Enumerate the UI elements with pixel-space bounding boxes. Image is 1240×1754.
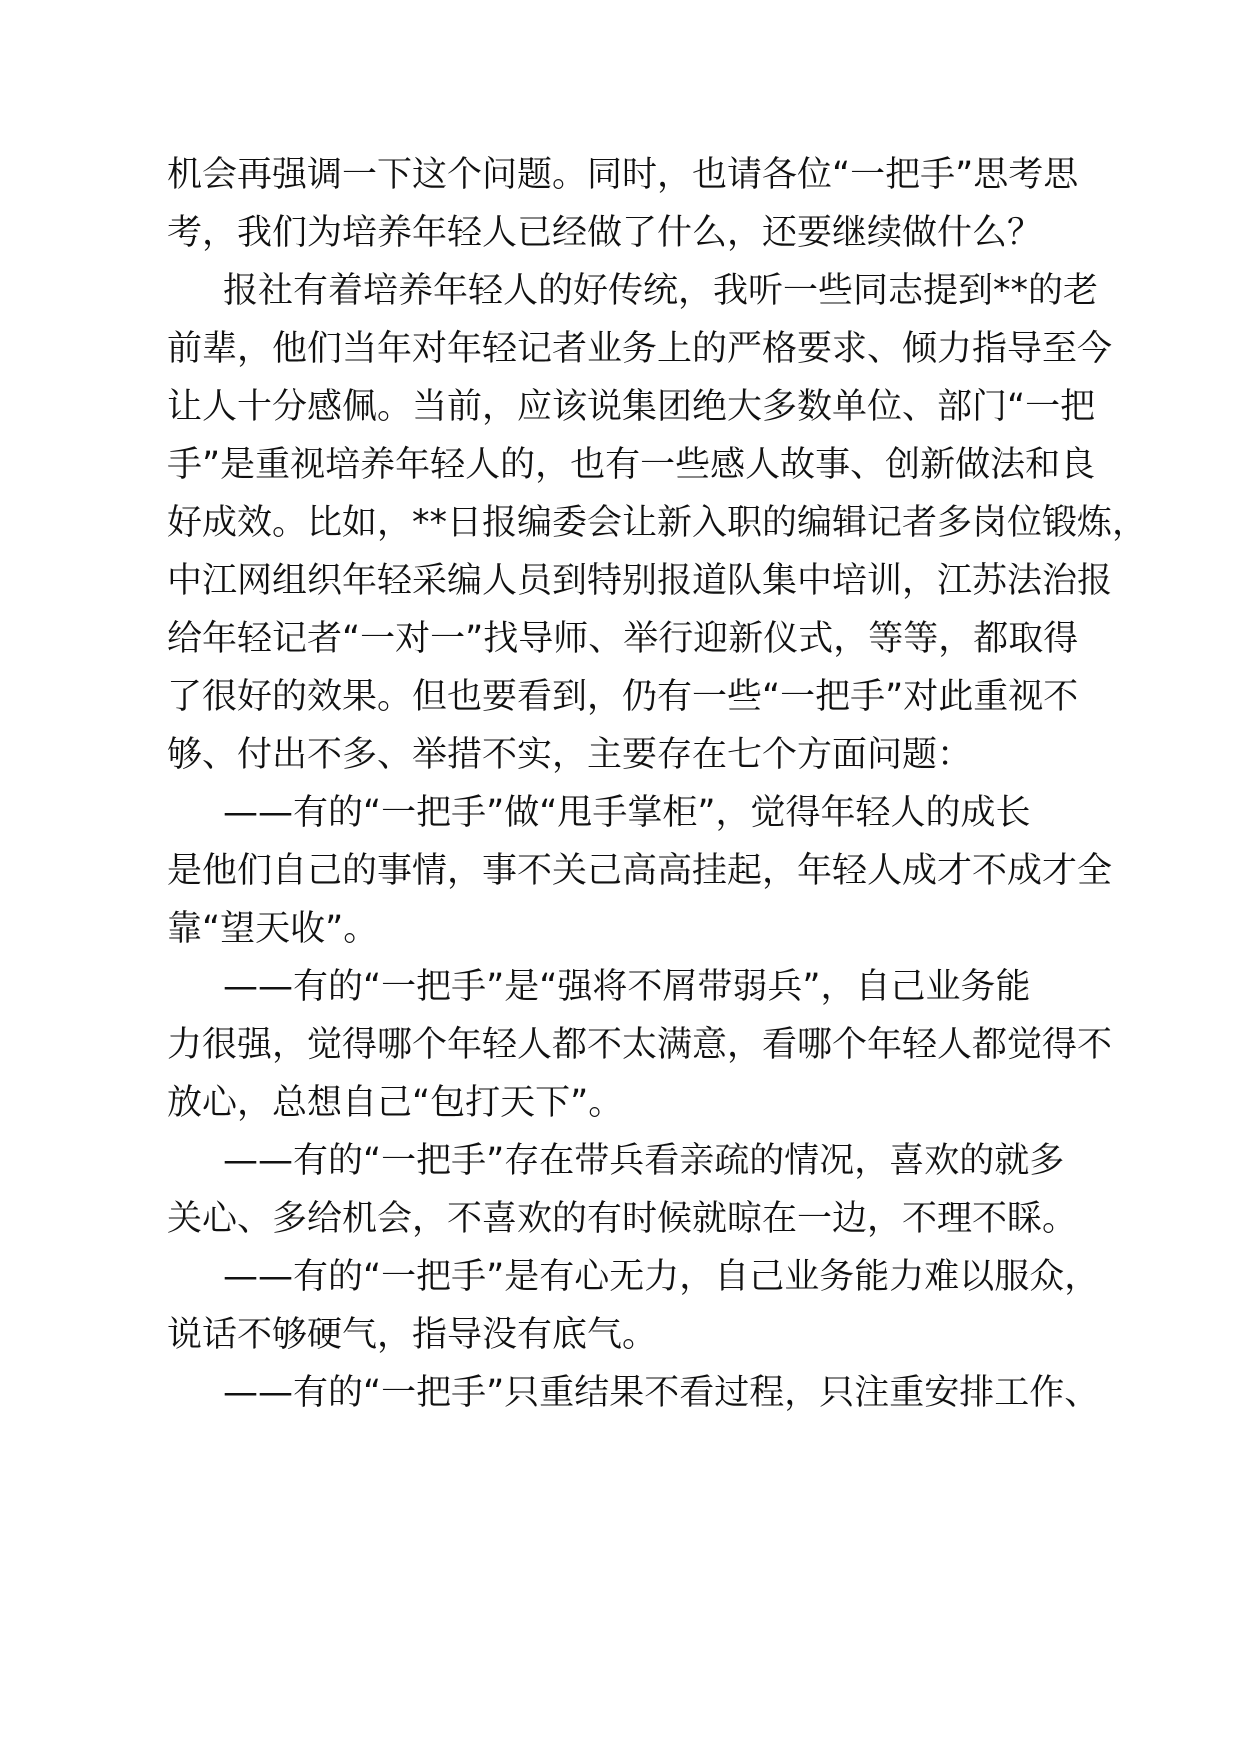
text-line: 让人十分感佩。当前，应该说集团绝大多数单位、部门“一把 xyxy=(167,387,1096,427)
text-line: 是他们自己的事情，事不关己高高挂起，年轻人成才不成才全 xyxy=(167,851,1113,891)
paragraph-first-line: ——有的“一把手”是“强将不屑带弱兵”，自己业务能 xyxy=(223,967,1031,1007)
paragraph-first-line: ——有的“一把手”做“甩手掌柜”，觉得年轻人的成长 xyxy=(223,793,1031,833)
paragraph-first-line: ——有的“一把手”只重结果不看过程，只注重安排工作、 xyxy=(223,1373,1100,1413)
paragraph-first-line: 报社有着培养年轻人的好传统，我听一些同志提到**的老 xyxy=(223,271,1099,311)
paragraph-first-line: ——有的“一把手”是有心无力，自己业务能力难以服众， xyxy=(223,1257,1100,1297)
text-line: 关心、多给机会，不喜欢的有时候就晾在一边，不理不睬。 xyxy=(167,1199,1078,1239)
text-line: 机会再强调一下这个问题。同时，也请各位“一把手”思考思 xyxy=(167,155,1079,195)
text-line: 考，我们为培养年轻人已经做了什么，还要继续做什么？ xyxy=(167,213,1043,253)
text-line: 手”是重视培养年轻人的，也有一些感人故事、创新做法和良 xyxy=(167,445,1096,485)
text-line: 了很好的效果。但也要看到，仍有一些“一把手”对此重视不 xyxy=(167,677,1079,717)
text-line: 力很强，觉得哪个年轻人都不太满意，看哪个年轻人都觉得不 xyxy=(167,1025,1113,1065)
text-line: 靠“望天收”。 xyxy=(167,909,379,949)
text-line: 够、付出不多、举措不实，主要存在七个方面问题： xyxy=(167,735,973,775)
paragraph-first-line: ——有的“一把手”存在带兵看亲疏的情况，喜欢的就多 xyxy=(223,1141,1065,1181)
text-line: 给年轻记者“一对一”找导师、举行迎新仪式，等等，都取得 xyxy=(167,619,1079,659)
text-line: 中江网组织年轻采编人员到特别报道队集中培训，江苏法治报 xyxy=(167,561,1113,601)
text-line: 好成效。比如，**日报编委会让新入职的编辑记者多岗位锻炼， xyxy=(167,503,1148,543)
text-line: 说话不够硬气，指导没有底气。 xyxy=(167,1315,658,1355)
text-line: 前辈，他们当年对年轻记者业务上的严格要求、倾力指导至今 xyxy=(167,329,1113,369)
text-line: 放心，总想自己“包打天下”。 xyxy=(167,1083,624,1123)
